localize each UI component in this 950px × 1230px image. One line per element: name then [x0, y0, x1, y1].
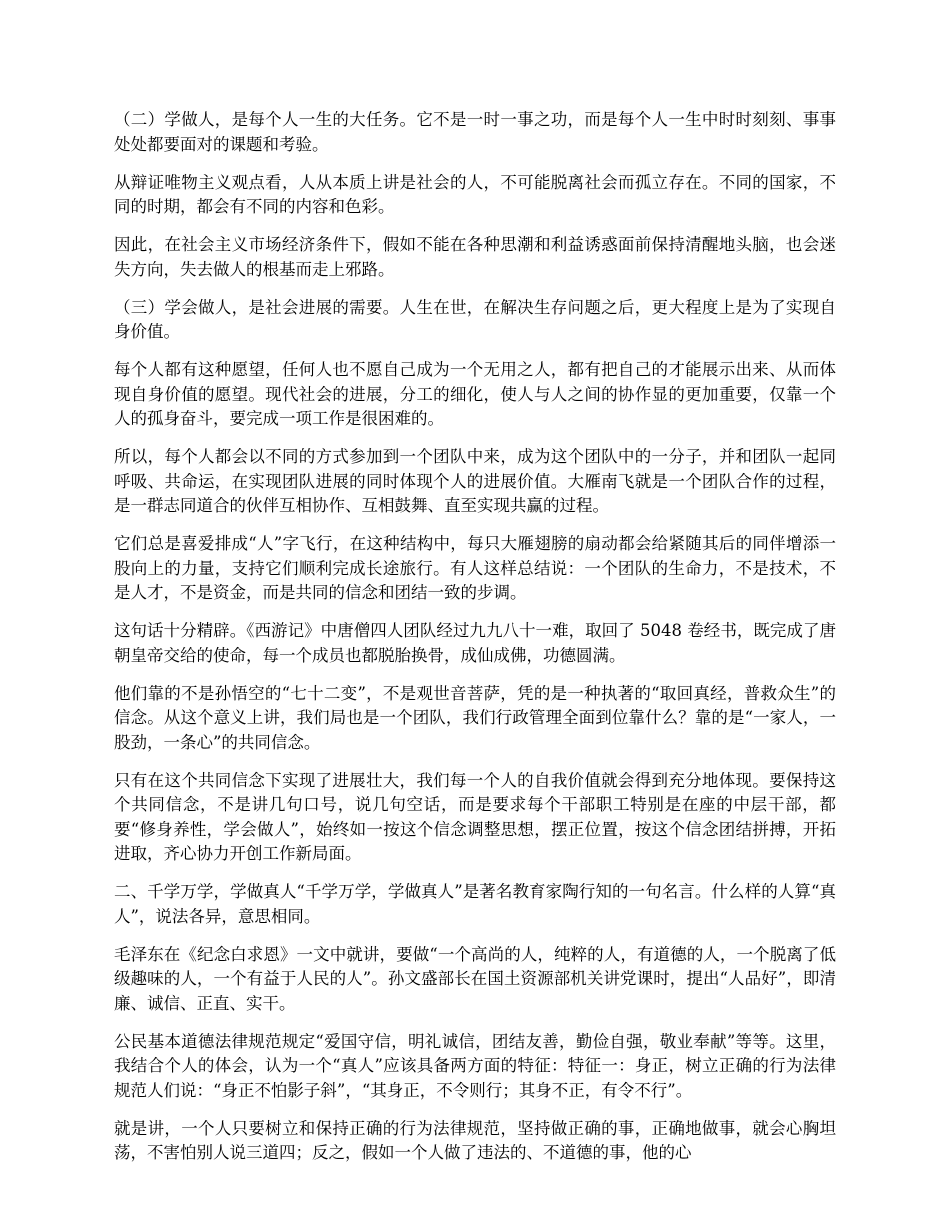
paragraph-4: （三）学会做人，是社会进展的需要。人生在世，在解决生存问题之后，更大程度上是为了实现自身价值。	[114, 297, 836, 341]
paragraph-9: 他们靠的不是孙悟空的“七十二变”，不是观世音菩萨，凭的是一种执著的“取回真经，普救众生”的信念。从这个意义上讲，我们局也是一个团队，我们行政管理全面到位靠什么？靠的是“一家人，一股劲，一条心”的共同信念。	[114, 683, 836, 752]
paragraph-11: 二、千学万学，学做真人“千学万学，学做真人”是著名教育家陶行知的一句名言。什么样的人算“真人”，说法各异，意思相同。	[114, 882, 836, 926]
paragraph-7: 它们总是喜爱排成“人”字飞行，在这种结构中，每只大雁翅膀的扇动都会给紧随其后的同伴增添一股向上的力量，支持它们顺利完成长途旅行。有人这样总结说：一个团队的生命力，不是技术，不是人才，不是资金，而是共同的信念和团结一致的步调。	[114, 534, 836, 602]
paragraph-2: 从辩证唯物主义观点看，人从本质上讲是社会的人，不可能脱离社会而孤立存在。不同的国家，不同的时期，都会有不同的内容和色彩。	[114, 172, 836, 216]
paragraph-5: 每个人都有这种愿望，任何人也不愿自己成为一个无用之人，都有把自己的才能展示出来、从而体现自身价值的愿望。现代社会的进展，分工的细化，使人与人之间的协作显的更加重要，仅靠一个人的孤身奋斗，要完成一项工作是很困难的。	[114, 360, 836, 428]
paragraph-12: 毛泽东在《纪念白求恩》一文中就讲，要做“一个高尚的人，纯粹的人，有道德的人，一个脱离了低级趣味的人，一个有益于人民的人”。孙文盛部长在国土资源部机关讲党课时，提出“人品好”，即清廉、诚信、正直、实干。	[114, 944, 836, 1013]
paragraph-10: 只有在这个共同信念下实现了进展壮大，我们每一个人的自我价值就会得到充分地体现。要保持这个共同信念，不是讲几句口号，说几句空话，而是要求每个干部职工特别是在座的中层干部，都要“修身养性，学会做人”，始终如一按这个信念调整思想，摆正位置，按这个信念团结拼搏，开拓进取，齐心协力开创工作新局面。	[114, 770, 836, 863]
document-body	[114, 108, 836, 1179]
paragraph-14: 就是讲，一个人只要树立和保持正确的行为法律规范，坚持做正确的事，正确地做事，就会心胸坦荡，不害怕别人说三道四；反之，假如一个人做了违法的、不道德的事，他的心	[114, 1118, 836, 1162]
paragraph-13: 公民基本道德法律规范规定“爱国守信，明礼诚信，团结友善，勤俭自强，敬业奉献”等等。这里，我结合个人的体会，认为一个“真人”应该具备两方面的特征：特征一：身正，树立正确的行为法律规范人们说：“身正不怕影子斜”，“其身正，不令则行；其身不正，有令不行”。	[114, 1031, 836, 1100]
paragraph-1: （二）学做人，是每个人一生的大任务。它不是一时一事之功，而是每个人一生中时时刻刻、事事处处都要面对的课题和考验。	[114, 110, 836, 154]
paragraph-8: 这句话十分精辟。《西游记》中唐僧四人团队经过九九八十一难，取回了 5048 卷经书，既完成了唐朝皇帝交给的使命，每一个成员也都脱胎换骨，成仙成佛，功德圆满。	[114, 621, 836, 665]
paragraph-3: 因此，在社会主义市场经济条件下，假如不能在各种思潮和利益诱惑面前保持清醒地头脑，也会迷失方向，失去做人的根基而走上邪路。	[114, 235, 836, 279]
paragraph-6: 所以，每个人都会以不同的方式参加到一个团队中来，成为这个团队中的一分子，并和团队一起同呼吸、共命运，在实现团队进展的同时体现个人的进展价值。大雁南飞就是一个团队合作的过程，是一群志同道合的伙伴互相协作、互相鼓舞、直至实现共赢的过程。	[114, 447, 836, 515]
